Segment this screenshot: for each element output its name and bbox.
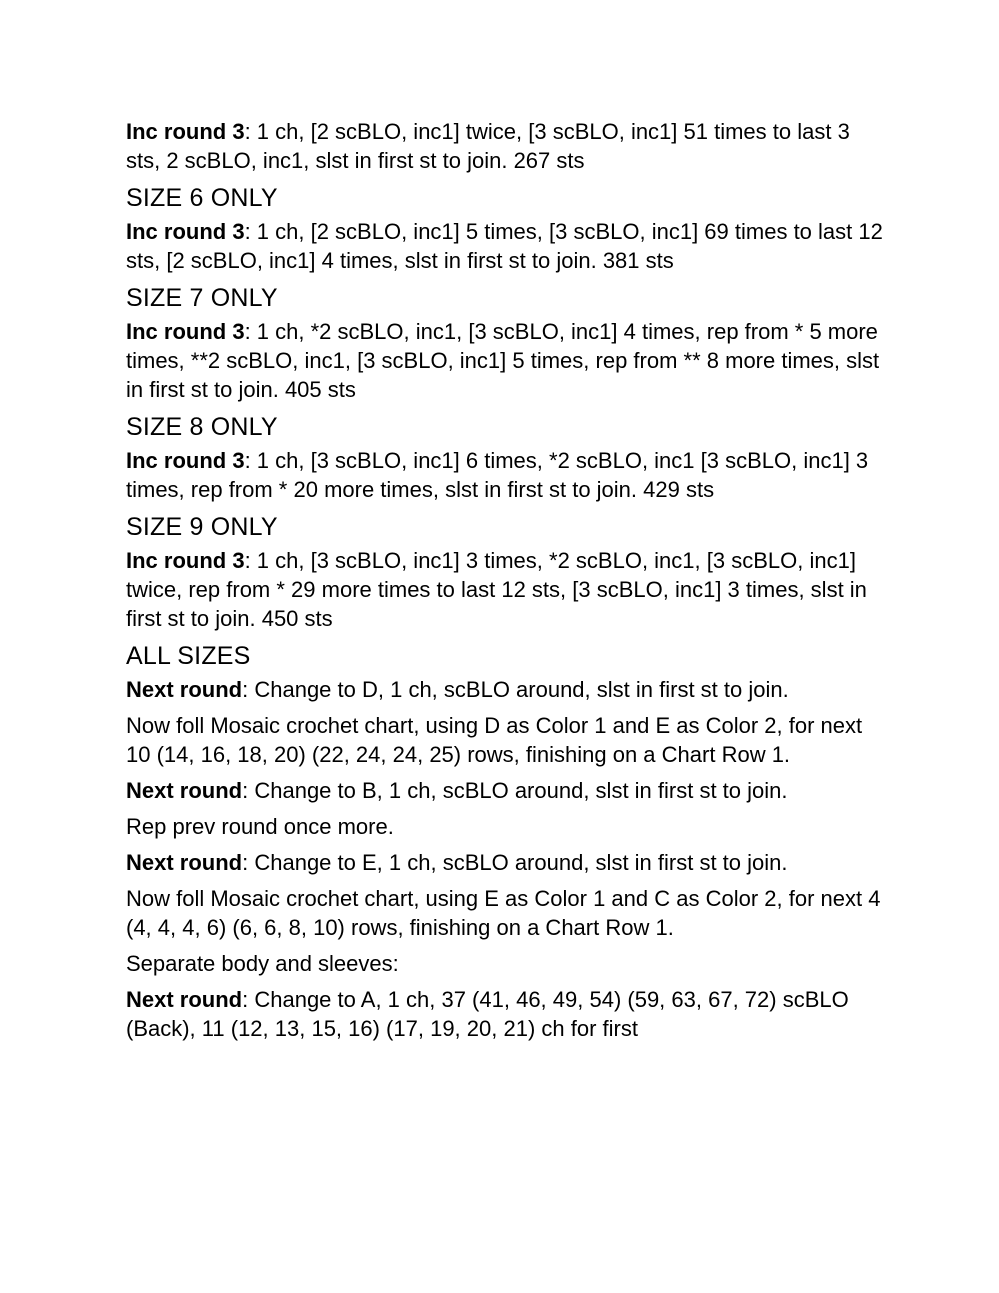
all-sizes-heading: ALL SIZES: [126, 642, 251, 670]
round-instructions: : Change to E, 1 ch, scBLO around, slst in first st to join.: [242, 850, 788, 875]
round-label: Inc round 3: [126, 319, 245, 344]
separate-body-sleeves-paragraph: Separate body and sleeves:: [126, 951, 399, 976]
round-label: Inc round 3: [126, 219, 245, 244]
round-label: Inc round 3: [126, 119, 245, 144]
next-round-d-paragraph: [126, 675, 886, 704]
mosaic-chart-e-c-paragraph: Now foll Mosaic crochet chart, using E as Color 1 and C as Color 2, for next 4 (4, 4, 4, 6) (6, 6, 8, 10) rows, finishing on a Chart Row 1.: [126, 886, 881, 940]
round-instructions: : 1 ch, [2 scBLO, inc1] 5 times, [3 scBLO, inc1] 69 times to last 12 sts, [2 scBLO, inc1] 4 times, slst in first st to join. 381 sts: [126, 219, 883, 273]
next-round-a-paragraph: [126, 985, 886, 1043]
round-instructions: : 1 ch, [2 scBLO, inc1] twice, [3 scBLO, inc1] 51 times to last 3 sts, 2 scBLO, inc1, slst in first st to join. 267 sts: [126, 119, 850, 173]
round-instructions: : Change to B, 1 ch, scBLO around, slst in first st to join.: [242, 778, 788, 803]
size-7-heading: SIZE 7 ONLY: [126, 284, 278, 312]
round-label: Inc round 3: [126, 548, 245, 573]
round-instructions: : Change to A, 1 ch, 37 (41, 46, 49, 54) (59, 63, 67, 72) scBLO (Back), 11 (12, 13, 15, 16) (17, 19, 20, 21) ch for first: [126, 987, 849, 1041]
round-instructions: : Change to D, 1 ch, scBLO around, slst in first st to join.: [242, 677, 789, 702]
size-9-inc-round-paragraph: [126, 546, 886, 633]
size-7-inc-round-paragraph: [126, 317, 886, 404]
size-6-inc-round-paragraph: [126, 217, 886, 275]
round-label: Next round: [126, 850, 243, 875]
round-instructions: : 1 ch, [3 scBLO, inc1] 3 times, *2 scBLO, inc1, [3 scBLO, inc1] twice, rep from * 29 more times to last 12 sts, [3 scBLO, inc1] 3 times, slst in first st to join. 450 sts: [126, 548, 867, 631]
round-instructions: : 1 ch, [3 scBLO, inc1] 6 times, *2 scBLO, inc1 [3 scBLO, inc1] 3 times, rep from * 20 more times, slst in first st to join. 429 sts: [126, 448, 869, 502]
round-label: Next round: [126, 987, 243, 1012]
next-round-b-paragraph: [126, 776, 886, 805]
size-6-heading: SIZE 6 ONLY: [126, 184, 278, 212]
mosaic-chart-d-e-paragraph: Now foll Mosaic crochet chart, using D as Color 1 and E as Color 2, for next 10 (14, 16, 18, 20) (22, 24, 24, 25) rows, finishing on a Chart Row 1.: [126, 713, 863, 767]
size-8-heading: SIZE 8 ONLY: [126, 413, 278, 441]
size-8-inc-round-paragraph: [126, 446, 886, 504]
rep-prev-round-paragraph: Rep prev round once more.: [126, 814, 394, 839]
round-instructions: : 1 ch, *2 scBLO, inc1, [3 scBLO, inc1] 4 times, rep from * 5 more times, **2 scBLO, inc1, [3 scBLO, inc1] 5 times, rep from ** 8 more times, slst in first st to join. 405 sts: [126, 319, 880, 402]
size-9-heading: SIZE 9 ONLY: [126, 513, 278, 541]
round-label: Next round: [126, 677, 243, 702]
inc-round-3-paragraph: [126, 117, 886, 175]
round-label: Inc round 3: [126, 448, 245, 473]
round-label: Next round: [126, 778, 243, 803]
document-page: [126, 117, 886, 1050]
next-round-e-paragraph: [126, 848, 886, 877]
